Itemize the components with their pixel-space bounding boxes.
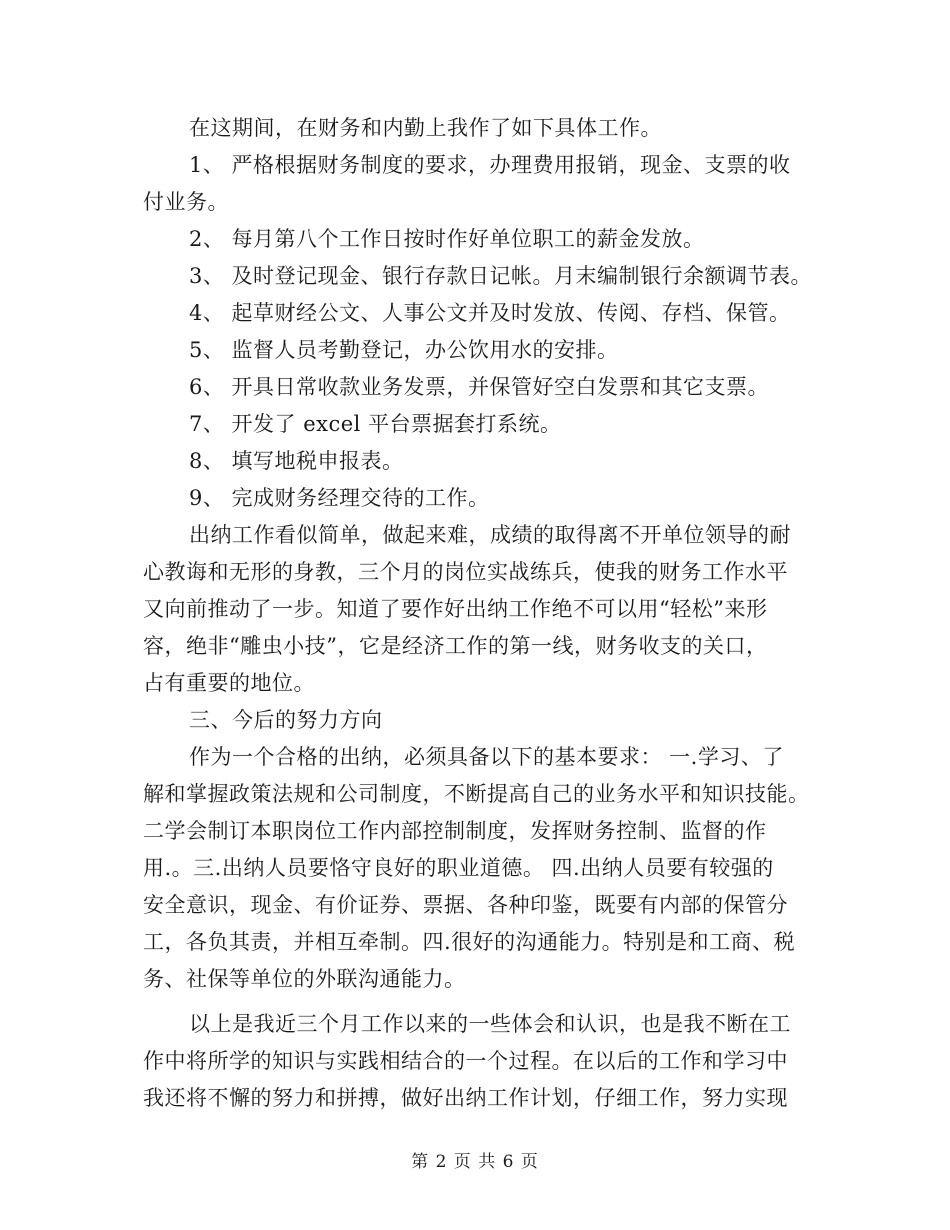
text-line: 4、 起草财经公文、人事公文并及时发放、传阅、存档、保管。: [189, 301, 791, 325]
text-line: 务、社保等单位的外联沟通能力。: [143, 967, 466, 991]
text-line: 容，绝非“雕虫小技”，它是经济工作的第一线，财务收支的关口，: [143, 634, 768, 658]
page-number-footer: 第 2 页 共 6 页: [411, 1152, 539, 1172]
text-line: 1、 严格根据财务制度的要求，办理费用报销，现金、支票的收: [189, 153, 791, 177]
text-line: 出纳工作看似简单，做起来难，成绩的取得离不开单位领导的耐: [189, 523, 791, 547]
text-line: 安全意识，现金、有价证券、票据、各种印鉴，既要有内部的保管分: [143, 893, 788, 917]
section-heading: 三、今后的努力方向: [189, 708, 383, 732]
text-line: 作为一个合格的出纳，必须具备以下的基本要求： 一.学习、了: [189, 745, 784, 769]
text-line: 付业务。: [143, 190, 229, 214]
text-line: 9、 完成财务经理交待的工作。: [189, 486, 490, 510]
text-line: 3、 及时登记现金、银行存款日记帐。月末编制银行余额调节表。: [189, 264, 813, 288]
text-line: 在这期间，在财务和内勤上我作了如下具体工作。: [189, 116, 662, 140]
text-line: 又向前推动了一步。知道了要作好出纳工作绝不可以用“轻松”来形: [143, 597, 768, 621]
text-line: 用.。三.出纳人员要恪守良好的职业道德。 四.出纳人员要有较强的: [143, 856, 774, 880]
text-line: 占有重要的地位。: [143, 671, 315, 695]
text-line: 以上是我近三个月工作以来的一些体会和认识，也是我不断在工: [189, 1012, 791, 1036]
text-line: 2、 每月第八个工作日按时作好单位职工的薪金发放。: [189, 227, 705, 251]
text-line: 5、 监督人员考勤登记，办公饮用水的安排。: [189, 338, 619, 362]
text-line: 6、 开具日常收款业务发票，并保管好空白发票和其它支票。: [189, 375, 770, 399]
text-line: 二学会制订本职岗位工作内部控制制度，发挥财务控制、监督的作: [143, 819, 767, 843]
text-line: 我还将不懈的努力和拼搏，做好出纳工作计划，仔细工作，努力实现: [143, 1086, 788, 1110]
text-line: 解和掌握政策法规和公司制度，不断提高自己的业务水平和知识技能。: [143, 782, 810, 806]
text-line: 工，各负其责，并相互牵制。四.很好的沟通能力。特别是和工商、税: [143, 930, 796, 954]
text-line: 8、 填写地税申报表。: [189, 449, 404, 473]
text-line: 作中将所学的知识与实践相结合的一个过程。在以后的工作和学习中: [143, 1049, 788, 1073]
text-line: 心教诲和无形的身教，三个月的岗位实战练兵，使我的财务工作水平: [143, 560, 788, 584]
text-line: 7、 开发了 excel 平台票据套打系统。: [189, 412, 562, 436]
